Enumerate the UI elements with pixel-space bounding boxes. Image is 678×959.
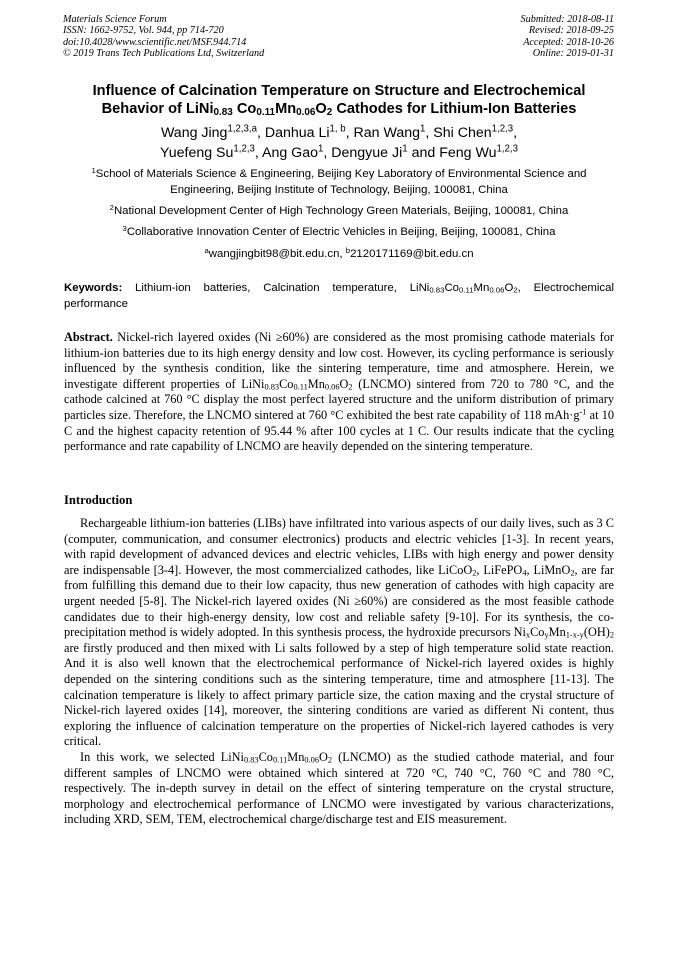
affiliation-2: $^2$National Development Center of High Technology Green Materials, Beijing, 100081, China bbox=[109, 202, 569, 217]
keywords: Keywords: Lithium-ion batteries, Calcination temperature, $LiNi_{0.83}Co_{0.11}Mn_{0.06}O_2$, Electrochemical performance bbox=[64, 282, 614, 310]
journal-doi[interactable]: doi:10.4028/www.scientific.net/MSF.944.714 bbox=[63, 36, 247, 48]
introduction-body bbox=[64, 516, 614, 828]
online-date: Online: 2019-01-31 bbox=[532, 48, 614, 60]
author-line-2: Yuefeng Su$^{1,2,3}$, Ang Gao$^1$, Dengyue Ji$^1$ and Feng Wu$^{1,2,3}$ bbox=[160, 143, 518, 161]
affiliation-1: $^1$School of Materials Science & Engineering, Beijing Key Laboratory of Environmental Science and Engineering, Beijing Institute of Technology, Beijing, 100081, China bbox=[91, 165, 587, 196]
title-line-1: Influence of Calcination Temperature on Structure and Electrochemical bbox=[92, 83, 586, 99]
email-link-a[interactable]: wangjingbit98@bit.edu.cn bbox=[208, 248, 340, 260]
author-list bbox=[40, 123, 638, 163]
author-name: Shi Chen bbox=[433, 125, 492, 141]
affiliation-3: $^3$Collaborative Innovation Center of Electric Vehicles in Beijing, Beijing, 100081, China bbox=[122, 223, 556, 238]
journal-header-right bbox=[521, 14, 614, 60]
intro-paragraph-2: In this work, we selected $LiNi_{0.83}Co_{0.11}Mn_{0.06}O_2$ (LNCMO) as the studied cathode material, and four different samples of LNCMO were obtained which sintered at 720 °C, 740 °C, 760 °C and 780 °C, respectively. The in-depth survey in detail on the effect of sintering temperature on the crystal structure, morphology and electrochemical performance of LNCMO were investigated by various characterizations, including XRD, SEM, TEM, electrochemical charge/discharge test and EIS measurement. bbox=[64, 749, 614, 827]
author-emails: $^a$wangjingbit98@bit.edu.cn, $^b$2120171169@bit.edu.cn bbox=[204, 245, 474, 260]
author-name: Ang Gao bbox=[261, 145, 318, 161]
author-name: Dengyue Ji bbox=[331, 145, 403, 161]
revised-date: Revised: 2018-09-25 bbox=[528, 25, 614, 37]
intro-paragraph-1: Rechargeable lithium-ion batteries (LIBs) have infiltrated into various aspects of our daily lives, such as 3 C (computer, communication, and consumer electronics) products and electric vehicles [1-3]. In recent years, with rapid development of advanced devices and electric vehicles, LIBs with high energy and power density are indispensable [3-4]. However, the most commercialized cathodes, like LiCoO$_2$, LiFePO$_4$, LiMnO$_2$, are far from fulfilling this demand due to their low capacity, thus new generation of cathodes with high capacity are urgent needed [5-8]. The Nickel-rich layered oxides (Ni ≥60%) are considered as the most feasible cathode candidates due to their high-energy density, low cost and reliable safety [9-10]. For its synthesis, the co-precipitation method is widely adopted. In this synthesis process, the hydroxide precursors $Ni_xCo_yMn_{1-x-y}(OH)_2$ are firstly produced and then mixed with Li salts followed by a step of high temperature solid state reaction. And it is also well known that the electrochemical performance of Nickel-rich layered oxides is highly depended on the sintering conditions such as the sintering temperature, time and atmosphere [11-13]. The calcination temperature is likely to affect primary particle size, the cation maxing and the crystal structure of Nickel-rich layered oxides [14], moreover, the sintering conditions are varied as different Ni content, thus exploring the influence of calcination temperature on the properties of Nickel-rich layered cathodes is very critical. bbox=[64, 516, 615, 749]
author-name: Danhua Li bbox=[264, 125, 330, 141]
author-name: Ran Wang bbox=[353, 125, 421, 141]
submitted-date: Submitted: 2018-08-11 bbox=[520, 14, 614, 25]
abstract: Abstract. Nickel-rich layered oxides (Ni ≥60%) are considered as the most promising cathode materials for lithium-ion batteries due to its high energy density and low cost. However, its cycling performance is seriously influenced by the synthesis condition, like the sintering temperature, time and atmosphere. Herein, we investigate different properties of $LiNi_{0.83}Co_{0.11}Mn_{0.06}O_2$ (LNCMO) sintered from 720 to 780 °C, and the cathode calcined at 760 °C display the most perfect layered structure and the uniform distribution of primary particles size. Therefore, the LNCMO sintered at 760 °C exhibited the best rate capability of 118 $mAh\cdot g^{-1}$ at 10 C and the highest capacity retention of 95.44 % after 100 cycles at 1 C. Our results indicate that the cycling performance and rate capability of LNCMO are heavily depended on the sintering temperature. bbox=[64, 330, 614, 454]
journal-issn: ISSN: 1662-9752, Vol. 944, pp 714-720 bbox=[63, 25, 224, 37]
email-link-b[interactable]: 2120171169@bit.edu.cn bbox=[350, 248, 474, 260]
paper-title bbox=[40, 82, 638, 118]
introduction-heading: Introduction bbox=[64, 493, 133, 507]
author-name: Feng Wu bbox=[439, 145, 497, 161]
journal-copyright: © 2019 Trans Tech Publications Ltd, Switzerland bbox=[63, 48, 265, 60]
accepted-date: Accepted: 2018-10-26 bbox=[523, 36, 614, 48]
author-name: Wang Jing bbox=[160, 125, 228, 141]
keywords-label: Keywords: bbox=[64, 282, 123, 294]
author-name: Yuefeng Su bbox=[160, 145, 234, 161]
journal-header-left bbox=[63, 14, 264, 60]
abstract-label: Abstract. bbox=[64, 330, 113, 344]
title-line-2: Behavior of LiNi$_{0.83}$ $Co_{0.11}Mn_{0.06}O_2$ Cathodes for Lithium-Ion Batteries bbox=[101, 101, 577, 118]
author-line-1: Wang Jing$^{1,2,3,a}$, Danhua Li$^{1, b}$, Ran Wang$^1$, Shi Chen$^{1,2,3}$, bbox=[160, 123, 518, 141]
journal-name: Materials Science Forum bbox=[63, 14, 167, 25]
